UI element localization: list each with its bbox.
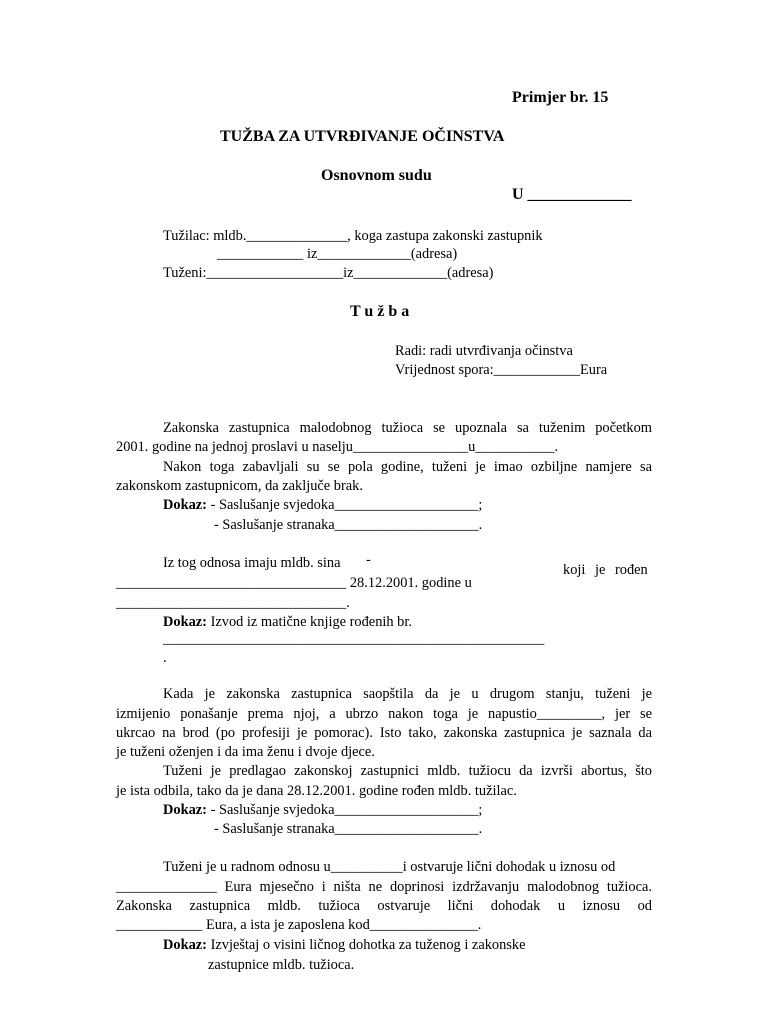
lawsuit-heading: T u ž b a: [350, 303, 410, 320]
example-number: Primjer br. 15: [512, 89, 609, 106]
paragraph-3-right: koji je rođen: [563, 562, 648, 578]
paragraph-3-line-2: ________________________________ 28.12.2001. godine u: [116, 575, 472, 591]
evidence-label: Dokaz:: [163, 497, 207, 513]
evidence-label: Dokaz:: [163, 614, 207, 630]
court-city: U _____________: [512, 186, 632, 203]
dispute-value: Vrijednost spora:____________Eura: [395, 362, 608, 378]
evidence-1: [163, 496, 482, 515]
evidence-label: Dokaz:: [163, 937, 207, 953]
paragraph-1-line-1: Zakonska zastupnica malodobnog tužioca se upoznala sa tuženim početkom: [163, 420, 652, 436]
paragraph-5-line-1: Tuženi je predlagao zakonskoj zastupnici mldb. tužiocu da izvrši abortus, što: [163, 763, 652, 779]
paragraph-4-line-1: Kada je zakonska zastupnica saopštila da je u drugom stanju, tuženi je: [163, 686, 652, 702]
evidence-2-blank-line: _____________________________________________________: [163, 631, 545, 647]
paragraph-4-line-3: ukrcao na brod (po profesiji je pomorac). Isto tako, zakonska zastupnica je saznala da: [116, 725, 652, 741]
evidence-item: Izvod iz matične knjige rođenih br.: [206, 614, 412, 630]
evidence-label: Dokaz:: [163, 802, 207, 818]
paragraph-3-line-3: ________________________________.: [116, 595, 350, 611]
paragraph-6-line-3: Zakonska zastupnica mldb. tužioca ostvaruje lični dohodak u iznosu od: [116, 898, 652, 914]
paragraph-2-line-1: Nakon toga zabavljali su se pola godine, tuženi je imao ozbiljne namjere sa: [163, 459, 652, 475]
paragraph-2-line-2: zakonskom zastupnicom, da zaključe brak.: [116, 478, 363, 494]
document-title: TUŽBA ZA UTVRĐIVANJE OČINSTVA: [220, 128, 505, 145]
evidence-item: - Saslušanje svjedoka____________________;: [206, 802, 483, 818]
paragraph-6-line-1: Tuženi je u radnom odnosu u__________i ostvaruje lični dohodak u iznosu od: [163, 859, 616, 875]
defendant-line: Tuženi:___________________iz_____________(adresa): [163, 265, 494, 281]
evidence-3: [163, 801, 482, 820]
lawsuit-subject: Radi: radi utvrđivanja očinstva: [395, 343, 573, 359]
evidence-4-line-2: zastupnice mldb. tužioca.: [208, 957, 355, 973]
evidence-1-item-2: - Saslušanje stranaka____________________.: [214, 517, 483, 533]
plaintiff-line: Tužilac: mldb.______________, koga zastupa zakonski zastupnik: [163, 228, 543, 244]
evidence-2-dot: .: [163, 650, 167, 666]
paragraph-5-line-2: je ista odbila, tako da je dana 28.12.2001. godine rođen mldb. tužilac.: [116, 783, 517, 799]
evidence-item: - Saslušanje svjedoka____________________;: [206, 497, 483, 513]
evidence-3-item-2: - Saslušanje stranaka____________________.: [214, 821, 483, 837]
paragraph-3-line-1: Iz tog odnosa imaju mldb. sina: [163, 555, 341, 571]
paragraph-3-dash: -: [366, 552, 371, 568]
paragraph-4-line-2: izmijenio ponašanje prema njoj, a ubrzo nakon toga je napustio_________, jer se: [116, 706, 652, 722]
evidence-4: [163, 936, 525, 955]
plaintiff-representative-line: ____________ iz_____________(adresa): [217, 246, 458, 262]
paragraph-6-line-2: ______________ Eura mjesečno i ništa ne doprinosi izdržavanju malodobnog tužioca.: [116, 879, 652, 895]
paragraph-6-line-4: ____________ Eura, a ista je zaposlena kod_______________.: [116, 917, 482, 933]
paragraph-1-line-2: 2001. godine na jednoj proslavi u naselju________________u___________.: [116, 439, 559, 455]
court-name: Osnovnom sudu: [321, 167, 432, 184]
paragraph-4-line-4: je tuženi oženjen i da ima ženu i dvoje djece.: [116, 744, 375, 760]
evidence-item: Izvještaj o visini ličnog dohotka za tuženog i zakonske: [206, 937, 526, 953]
